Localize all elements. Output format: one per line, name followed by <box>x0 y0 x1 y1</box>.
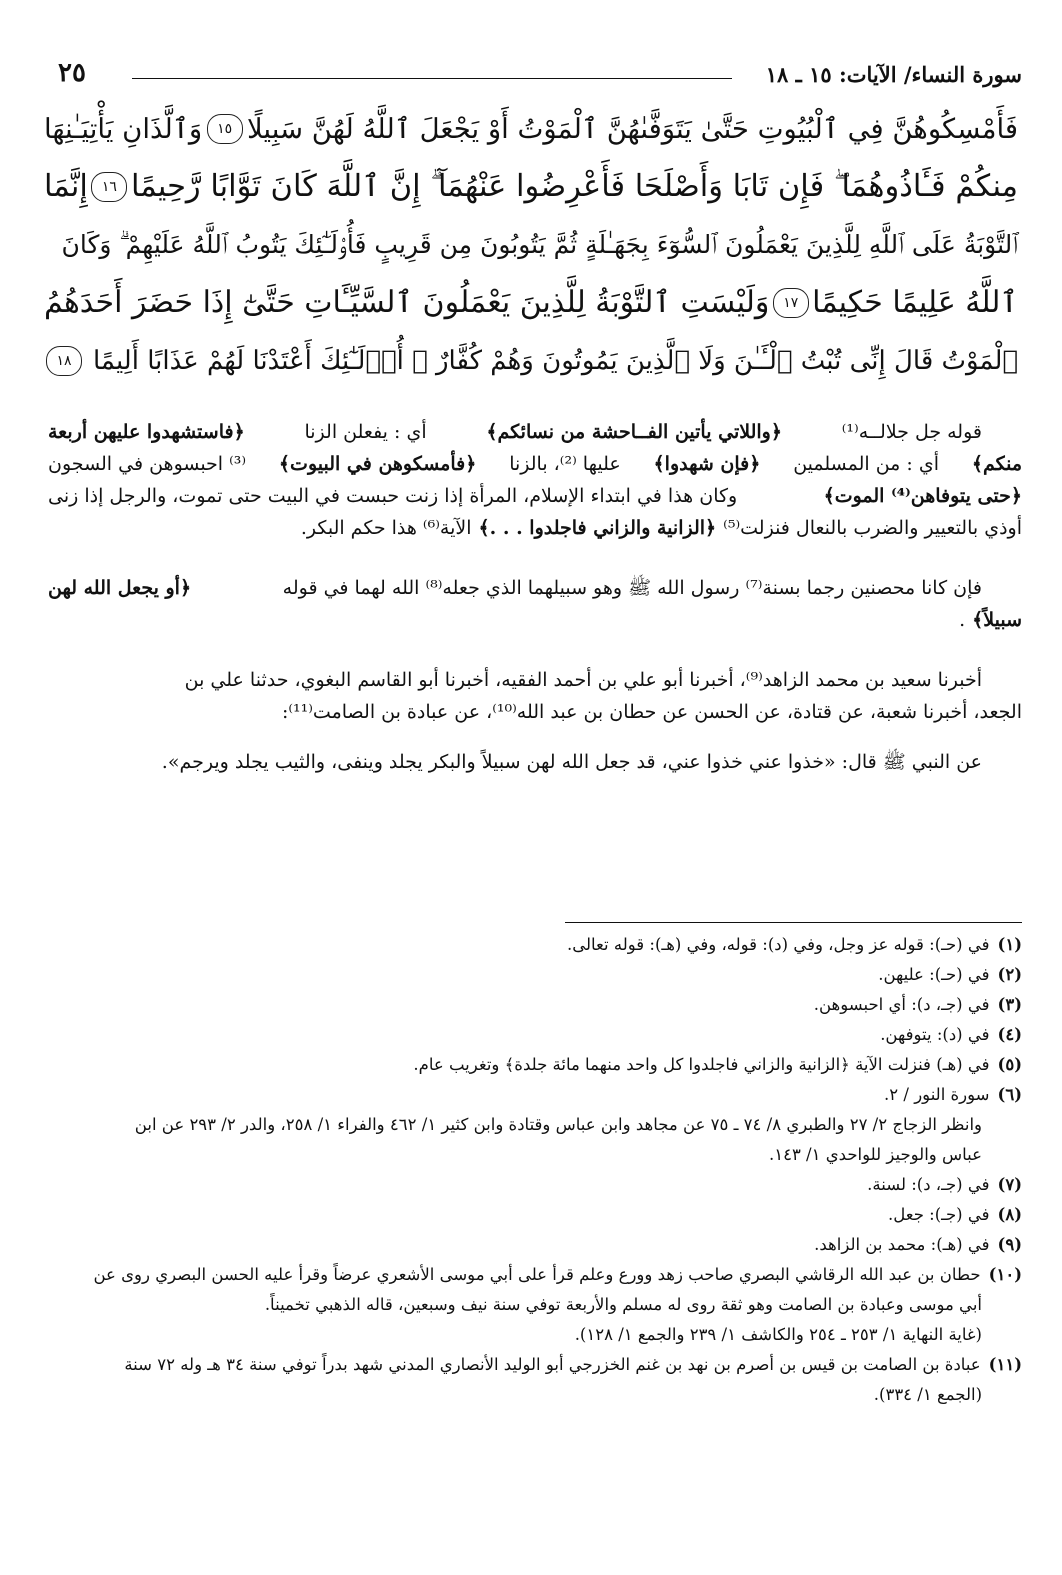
quote-segment: ﴿فإن شهدوا﴾ <box>653 453 761 475</box>
quote-segment: ﴿الزانية والزاني فاجلدوا . . .﴾ <box>478 517 717 539</box>
ayah-number-marker: ١٧ <box>773 288 809 318</box>
text-segment: أي : من المسلمين <box>793 453 939 475</box>
verse-text: وَٱلَّذَانِ يَأْتِيَـٰنِهَا <box>44 113 203 145</box>
commentary-line <box>48 512 1022 544</box>
text-segment: أوذي بالتعيير والضرب بالنعال فنزلت⁽⁵⁾ <box>723 517 1022 539</box>
footnote <box>46 1170 1022 1200</box>
quran-line <box>44 274 1018 332</box>
footnote-number: (٦) <box>997 1085 1022 1104</box>
commentary-line <box>48 746 1022 778</box>
ayah-number-marker: ١٦ <box>91 172 127 202</box>
quran-line <box>44 158 1018 216</box>
footnote-number: (٨) <box>997 1205 1022 1224</box>
footnote-number: (١) <box>997 935 1022 954</box>
text-segment: أي : يفعلن الزنا <box>304 421 427 443</box>
page-number: ٢٥ <box>58 58 86 88</box>
commentary-line <box>48 448 1022 480</box>
footnote <box>46 1080 1022 1110</box>
quote-segment: ﴿حتى يتوفاهن⁽⁴⁾ الموت﴾ <box>823 485 1022 507</box>
quote-segment: سبيلاً﴾ <box>972 609 1022 631</box>
footnote-text: في (د): يتوفهن. <box>880 1025 990 1044</box>
footnote-number: (١١) <box>988 1355 1022 1374</box>
quran-line <box>44 216 1018 274</box>
commentary-line <box>48 480 1022 512</box>
footnote <box>46 1260 1022 1290</box>
text-segment: ⁽³⁾ احبسوهن في السجون <box>48 453 247 475</box>
footnote-continuation: وانظر الزجاج ٢/ ٢٧ والطبري ٨/ ٧٤ ـ ٧٥ عن مجاهد وابن عباس وقتادة وابن كثير ١/ ٤٦٢ والفراء ١/ ٢٥٨، والدر ٢/ ٢٩٣ عن ابن <box>134 1115 982 1134</box>
footnote-number: (٢) <box>997 965 1022 984</box>
footnote-text: في (هـ): محمد بن الزاهد. <box>814 1235 990 1254</box>
quran-line <box>44 100 1018 158</box>
footnote <box>46 1020 1022 1050</box>
footnote <box>46 1350 1022 1380</box>
quote-segment: منكم﴾ <box>971 453 1022 475</box>
commentary-line <box>48 572 1022 604</box>
footnote-continuation: (الجمع ١/ ٣٣٤). <box>873 1385 982 1404</box>
quote-segment: ﴿فاستشهدوا عليهن أربعة <box>48 421 245 443</box>
footnote <box>46 1050 1022 1080</box>
footnote-text: في (حـ): قوله عز وجل، وفي (د): قوله، وفي (هـ): قوله تعالى. <box>567 935 990 954</box>
text-segment: عليها ⁽²⁾، بالزنا <box>509 453 621 475</box>
footnote <box>46 1230 1022 1260</box>
footnote-continuation: عباس والوجيز للواحدي ١/ ١٤٣. <box>768 1145 982 1164</box>
text-segment: أخبرنا سعيد بن محمد الزاهد⁽⁹⁾، أخبرنا أبو علي بن أحمد الفقيه، أخبرنا أبو القاسم البغوي، حدثنا علي بن <box>184 669 982 691</box>
footnote-number: (١٠) <box>988 1265 1022 1284</box>
quran-line <box>44 332 1018 390</box>
footnote <box>46 1200 1022 1230</box>
text-segment: . <box>959 609 966 631</box>
footnote-text: في (جـ): جعل. <box>888 1205 990 1224</box>
footnote-number: (٤) <box>997 1025 1022 1044</box>
ayah-number-marker: ١٥ <box>207 114 243 144</box>
footnote-number: (٣) <box>997 995 1022 1014</box>
footnote-text: في (جـ، د): أي احبسوهن. <box>813 995 990 1014</box>
quran-verses <box>44 100 1018 390</box>
ayah-number-marker: ١٨ <box>46 346 82 376</box>
text-segment: قوله جل جلالــه⁽¹⁾ <box>841 421 982 443</box>
footnote-number: (٧) <box>997 1175 1022 1194</box>
verse-text: مِنكُمْ فَـَٔاذُوهُمَا ۖ فَإِن تَابَا وَأَصْلَحَا فَأَعْرِضُوا عَنْهُمَآ ۗ إِنَّ ٱللَّهَ كَانَ تَوَّابًا رَّحِيمًا <box>130 169 1018 204</box>
footnote <box>46 930 1022 960</box>
commentary-line <box>48 664 1022 696</box>
verse-text: إِنَّمَا <box>44 169 88 204</box>
verse-text: ٱللَّهُ عَلِيمًا حَكِيمًا <box>812 285 1018 320</box>
hadith-text: عن النبي ﷺ قال: «خذوا عني خذوا عني، قد جعل الله لهن سبيلاً والبكر يجلد وينفى، والثيب يجلد ويرجم». <box>161 751 982 773</box>
footnote-text: في (جـ، د): لسنة. <box>867 1175 990 1194</box>
commentary-line <box>48 604 1022 636</box>
quote-segment: ﴿واللاتي يأتين الفــاحشة من نسائكم﴾ <box>486 421 782 443</box>
surah-title: سورة النساء/ الآيات: ١٥ ـ ١٨ <box>765 62 1022 87</box>
verse-text: ٱلتَّوْبَةُ عَلَى ٱللَّهِ لِلَّذِينَ يَعْمَلُونَ ٱلسُّوٓءَ بِجَهَـٰلَةٍ ثُمَّ يَتُوبُونَ مِن قَرِيبٍ فَأُو۟لَـٰٓئِكَ يَتُوبُ ٱللَّهُ عَلَيْهِمْ ۗ وَكَانَ <box>61 230 1018 259</box>
header-rule <box>132 78 732 79</box>
commentary-line <box>48 416 1022 448</box>
text-segment: فإن كانا محصنين رجما بسنة⁽⁷⁾ رسول الله ﷺ وهو سبيلهما الذي جعله⁽⁸⁾ الله لهما في قوله <box>282 577 982 599</box>
footnote-text: حطان بن عبد الله الرقاشي البصري صاحب زهد وورع وعلم قرأ على أبي موسى الأشعري عرضاً وقرأ عليه الحسن البصري روى عن <box>93 1265 981 1284</box>
footnote-text: في (حـ): عليهن. <box>878 965 990 984</box>
quote-segment: ﴿أو يجعل الله لهن <box>48 577 192 599</box>
verse-text: فَأَمْسِكُوهُنَّ فِي ٱلْبُيُوتِ حَتَّىٰ يَتَوَفَّىٰهُنَّ ٱلْمَوْتُ أَوْ يَجْعَلَ ٱللَّهُ لَهُنَّ سَبِيلًا <box>247 113 1018 145</box>
running-header <box>40 58 1022 92</box>
footnote-separator <box>565 922 1022 923</box>
footnote <box>46 990 1022 1020</box>
commentary <box>48 416 1022 778</box>
footnote-text: في (هـ) فنزلت الآية ﴿الزانية والزاني فاجلدوا كل واحد منهما مائة جلدة﴾ وتغريب عام. <box>413 1055 990 1074</box>
footnote-continuation: أبي موسى وعبادة بن الصامت وهو ثقة روى له مسلم والأربعة توفي سنة نيف وسبعين، قاله الذهبي تخميناً. <box>264 1295 982 1314</box>
verse-text: ٱلْمَوْتُ قَالَ إِنِّى تُبْتُ ٱلْـَٔـٰنَ وَلَا ٱلَّذِينَ يَمُوتُونَ وَهُمْ كُفَّارٌ ۚ أُو۟لَـٰٓئِكَ أَعْتَدْنَا لَهُمْ عَذَابًا أَلِيمًا <box>92 346 1018 376</box>
footnotes <box>46 930 1022 1410</box>
commentary-line <box>48 696 1022 728</box>
verse-text: وَلَيْسَتِ ٱلتَّوْبَةُ لِلَّذِينَ يَعْمَلُونَ ٱلسَّيِّـَٔاتِ حَتَّىٰٓ إِذَا حَضَرَ أَحَدَهُمُ <box>44 285 770 320</box>
text-segment: الجعد، أخبرنا شعبة، عن قتادة، عن الحسن عن حطان بن عبد الله⁽¹⁰⁾، عن عبادة بن الصامت⁽¹¹⁾: <box>281 701 1022 723</box>
footnote <box>46 960 1022 990</box>
footnote-text: سورة النور / ٢. <box>884 1085 990 1104</box>
footnote-continuation: (غاية النهاية ١/ ٢٥٣ ـ ٢٥٤ والكاشف ١/ ٢٣٩ والجمع ١/ ١٢٨). <box>574 1325 982 1344</box>
footnote-text: عبادة بن الصامت بن قيس بن أصرم بن نهد بن غنم الخزرجي أبو الوليد الأنصاري المدني شهد بدراً توفي سنة ٣٤ هـ وله ٧٢ سنة <box>124 1355 981 1374</box>
text-segment: الآية⁽⁶⁾ هذا حكم البكر. <box>300 517 472 539</box>
footnote-number: (٩) <box>997 1235 1022 1254</box>
footnote-number: (٥) <box>997 1055 1022 1074</box>
text-segment: وكان هذا في ابتداء الإسلام، المرأة إذا زنت حبست في البيت حتى تموت، والرجل إذا زنى <box>48 485 738 507</box>
quote-segment: ﴿فأمسكوهن في البيوت﴾ <box>278 453 477 475</box>
